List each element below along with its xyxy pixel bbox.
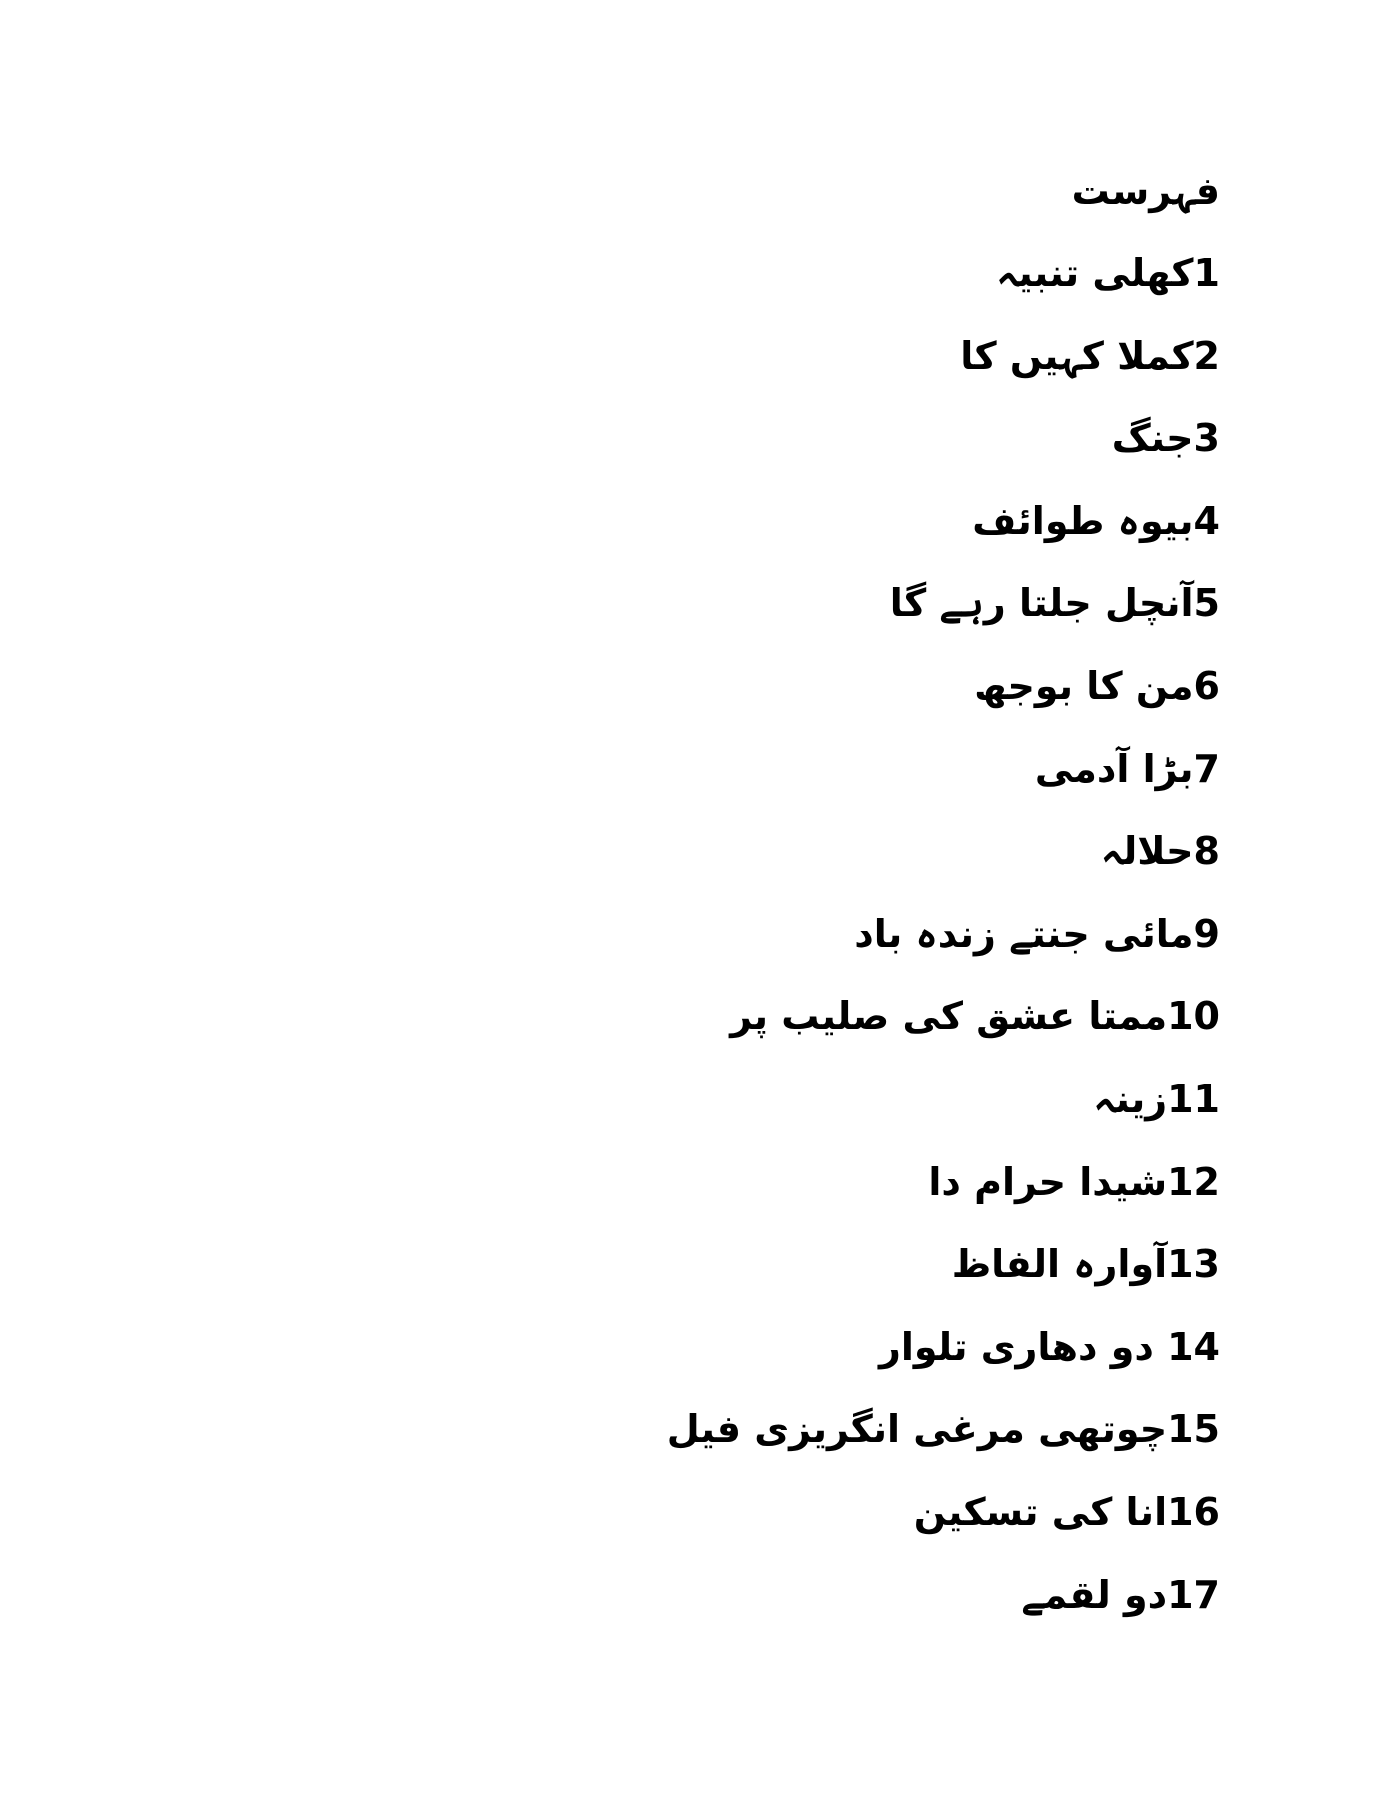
toc-item-11: 11زینہ [1093,1076,1220,1121]
toc-item-9: 9مائی جنتے زندہ باد [854,911,1220,956]
toc-item-4: 4بیوہ طوائف [972,498,1220,543]
toc-item-7: 7بڑا آدمی [1034,746,1220,791]
toc-item-1: 1کھلی تنبیہ [996,251,1220,295]
toc-heading: فہرست [1071,169,1220,213]
toc-item-17: 17دو لقمے [1021,1572,1220,1617]
toc-item-6: 6من کا بوجھ [974,663,1220,708]
toc-item-8: 8حلالہ [1100,829,1220,874]
toc-item-2: 2کملا کہیں کا [960,333,1220,378]
toc-list [360,232,1220,1636]
toc-item-12: 12شیدا حرام دا [928,1159,1220,1204]
toc-item-10: 10ممتا عشق کی صلیب پر [730,994,1220,1039]
toc-item-15: 15چوتھی مرغی انگریزی فیل [666,1407,1220,1452]
toc-item-3: 3جنگ [1111,416,1220,461]
toc-item-16: 16انا کی تسکین [913,1489,1220,1534]
toc-item-13: 13آوارہ الفاظ [951,1242,1220,1287]
toc-item-14: 14 دو دھاری تلوار [878,1324,1220,1369]
table-of-contents [360,150,1220,1636]
toc-item-5: 5آنچل جلتا رہے گا [889,581,1220,626]
